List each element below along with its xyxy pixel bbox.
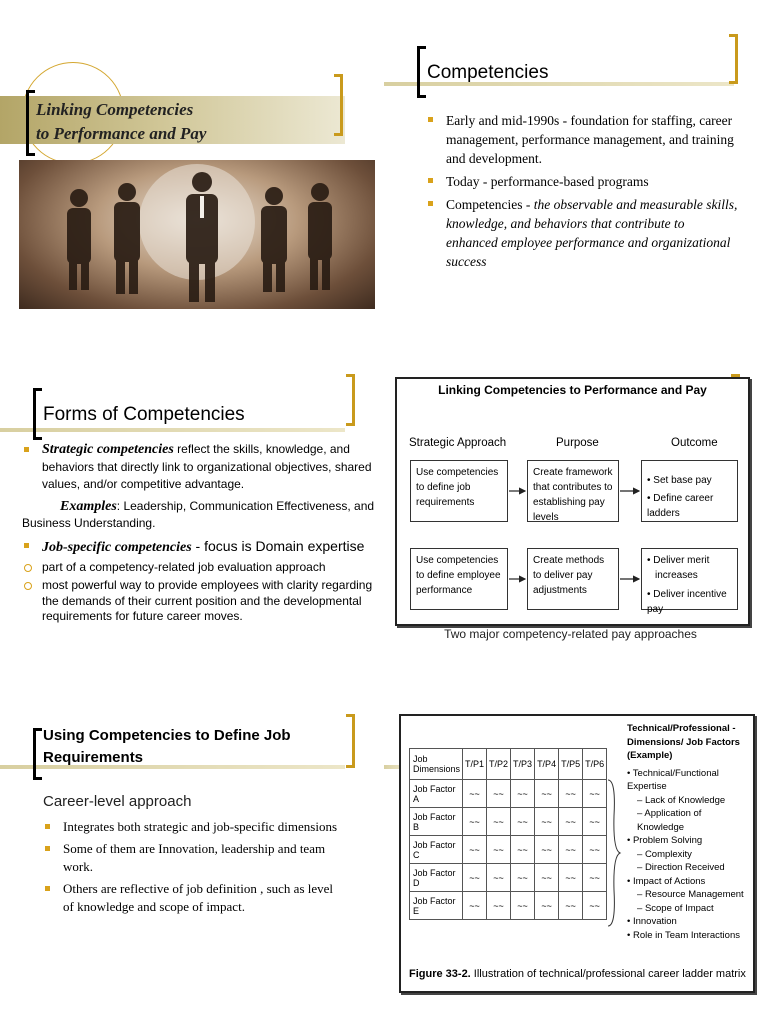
slide-5-title: Using Competencies to Define Job Requirements — [43, 727, 291, 766]
figure-title: Linking Competencies to Performance and Pay — [438, 383, 707, 397]
slide-5-bullets — [43, 818, 343, 916]
matrix-cell: ~~ — [583, 808, 607, 836]
column-header-purpose: Purpose — [556, 437, 599, 449]
dimensions-title: Technical/Professional - Dimensions/ Job Factors (Example) — [627, 723, 740, 761]
caption-text: Illustration of technical/professional career ladder matrix — [470, 968, 746, 980]
slide-5-subtitle: Career-level approach — [43, 793, 192, 810]
examples-text: : Leadership, Communication Effectiveness, and Business Understanding. — [22, 498, 375, 530]
bullet-item: Today - performance-based programs — [426, 172, 738, 191]
bullet-text: - focus is Domain expertise — [191, 537, 365, 554]
matrix-cell: ~~ — [535, 780, 559, 808]
matrix-cell: ~~ — [559, 780, 583, 808]
matrix-cell: ~~ — [559, 864, 583, 892]
table-row — [410, 892, 607, 920]
matrix-cell: ~~ — [463, 864, 487, 892]
bullet-text: reflect the skills, knowledge, and behaviors that directly link to organizational objectives, shared values, and/or competitive advantage. — [42, 442, 372, 491]
caption-label: Figure 33-2. — [409, 968, 471, 980]
matrix-cell: ~~ — [511, 780, 535, 808]
matrix-cell: ~~ — [535, 836, 559, 864]
level-header: T/P2 — [487, 749, 511, 780]
matrix-cell: ~~ — [583, 836, 607, 864]
level-header: T/P6 — [583, 749, 607, 780]
bullet-item: Integrates both strategic and job-specific dimensions — [43, 818, 343, 836]
bullet-item — [426, 195, 738, 271]
matrix-cell: ~~ — [487, 864, 511, 892]
slide-1-title — [36, 98, 206, 146]
slide-1 — [0, 0, 384, 340]
dimension-item: • Problem Solving — [627, 834, 751, 848]
outcome-item: • Deliver merit increases — [647, 555, 710, 581]
bullet-item: Some of them are Innovation, leadership and team work. — [43, 840, 343, 876]
matrix-cell: ~~ — [511, 892, 535, 920]
dimension-item: • Technical/Functional Expertise — [627, 767, 751, 794]
examples-line — [22, 498, 378, 533]
matrix-cell: ~~ — [463, 808, 487, 836]
dimension-item: – Scope of Impact — [627, 902, 751, 916]
title-bracket-left — [417, 46, 426, 98]
column-header-approach: Strategic Approach — [409, 437, 507, 449]
row-header: Job Factor B — [410, 808, 463, 836]
matrix-cell: ~~ — [559, 808, 583, 836]
matrix-cell: ~~ — [535, 892, 559, 920]
sub-bullet-item: most powerful way to provide employees with clarity regarding the demands of their current position and the developmental requirements for future career moves. — [22, 578, 378, 625]
row-header: Job Factor D — [410, 864, 463, 892]
slide-4 — [384, 340, 768, 680]
title-bracket-right — [729, 34, 738, 84]
matrix-cell: ~~ — [463, 780, 487, 808]
title-bracket-left — [33, 388, 42, 440]
slide-3-body — [22, 441, 378, 625]
bullet-lead: Strategic competencies — [42, 442, 174, 457]
matrix-cell: ~~ — [583, 780, 607, 808]
career-ladder-matrix — [409, 748, 607, 920]
column-header-outcome: Outcome — [671, 437, 718, 449]
dimension-item: • Impact of Actions — [627, 875, 751, 889]
title-bracket-right — [334, 74, 343, 136]
matrix-cell: ~~ — [487, 808, 511, 836]
dimension-item: – Complexity — [627, 848, 751, 862]
table-row — [410, 780, 607, 808]
matrix-cell: ~~ — [583, 864, 607, 892]
title-bracket-right — [346, 374, 355, 426]
matrix-corner-header: Job Dimensions — [410, 749, 463, 780]
slide-2 — [384, 0, 768, 340]
row-header: Job Factor E — [410, 892, 463, 920]
outcome-item: • Set base pay — [647, 475, 712, 486]
outcome-item: • Define career ladders — [647, 493, 714, 519]
examples-lead: Examples — [60, 498, 117, 514]
dimension-item: • Role in Team Interactions — [627, 929, 751, 943]
slide-5 — [0, 680, 384, 1024]
row-header: Job Factor C — [410, 836, 463, 864]
level-header: T/P4 — [535, 749, 559, 780]
matrix-cell: ~~ — [511, 864, 535, 892]
bullet-item: Others are reflective of job definition , such as level of knowledge and scope of impact. — [43, 880, 343, 916]
matrix-cell: ~~ — [559, 892, 583, 920]
row-header: Job Factor A — [410, 780, 463, 808]
silhouettes-illustration — [19, 160, 375, 309]
matrix-cell: ~~ — [511, 836, 535, 864]
figure-caption — [409, 968, 746, 980]
matrix-cell: ~~ — [583, 892, 607, 920]
matrix-cell: ~~ — [463, 836, 487, 864]
slide-3 — [0, 340, 384, 680]
matrix-cell: ~~ — [487, 836, 511, 864]
sub-bullet-item: part of a competency-related job evaluation approach — [22, 560, 378, 576]
purpose-box-1: Create framework that contributes to establishing pay levels — [527, 460, 619, 522]
title-bracket-right — [346, 714, 355, 768]
table-row — [410, 836, 607, 864]
matrix-cell: ~~ — [487, 892, 511, 920]
matrix-cell: ~~ — [463, 892, 487, 920]
matrix-cell: ~~ — [535, 808, 559, 836]
level-header: T/P5 — [559, 749, 583, 780]
job-specific-competencies-bullet — [22, 537, 378, 557]
title-rule — [0, 428, 345, 432]
dimension-item: – Direction Received — [627, 861, 751, 875]
outcome-item: • Deliver incentive pay — [647, 589, 727, 615]
matrix-cell: ~~ — [535, 864, 559, 892]
career-ladder-figure — [399, 714, 755, 993]
level-header: T/P1 — [463, 749, 487, 780]
table-row — [410, 864, 607, 892]
bullet-lead: Job-specific competencies — [42, 539, 192, 555]
matrix-cell: ~~ — [511, 808, 535, 836]
table-row — [410, 808, 607, 836]
dimension-item: – Lack of Knowledge — [627, 794, 751, 808]
flow-figure — [395, 377, 750, 626]
matrix-cell: ~~ — [559, 836, 583, 864]
dimension-item: • Innovation — [627, 915, 751, 929]
title-bracket-left — [33, 728, 42, 780]
bullet-lead: Competencies - — [446, 197, 534, 212]
level-header: T/P3 — [511, 749, 535, 780]
slide-2-title: Competencies — [427, 62, 549, 83]
strategic-competencies-bullet — [22, 441, 378, 494]
dimension-item: – Resource Management — [627, 888, 751, 902]
competency-definition: the observable and measurable skills, knowledge, and behaviors that contribute to enhanced employee performance and organizational success — [446, 197, 738, 269]
business-people-image — [19, 160, 375, 309]
bullet-item: Early and mid-1990s - foundation for staffing, career management, performance management, and training and development. — [426, 111, 738, 168]
slide-6 — [384, 680, 768, 1024]
title-bracket-left — [26, 90, 35, 156]
title-line-1: Linking Competencies — [36, 100, 194, 119]
approach-box-2: Use competencies to define employee performance — [410, 548, 508, 610]
title-line-2: to Performance and Pay — [36, 124, 207, 143]
figure-caption: Two major competency-related pay approaches — [444, 627, 697, 641]
slide-3-title: Forms of Competencies — [43, 404, 245, 425]
approach-box-1: Use competencies to define job requirements — [410, 460, 508, 522]
purpose-box-2: Create methods to deliver pay adjustments — [527, 548, 619, 610]
dimensions-panel — [627, 722, 751, 942]
dimension-item: – Application of Knowledge — [627, 807, 751, 834]
brace-icon — [606, 778, 622, 928]
dimensions-list — [627, 767, 751, 943]
flow-arrows — [397, 379, 748, 624]
slide-2-bullets — [426, 111, 738, 271]
matrix-cell: ~~ — [487, 780, 511, 808]
